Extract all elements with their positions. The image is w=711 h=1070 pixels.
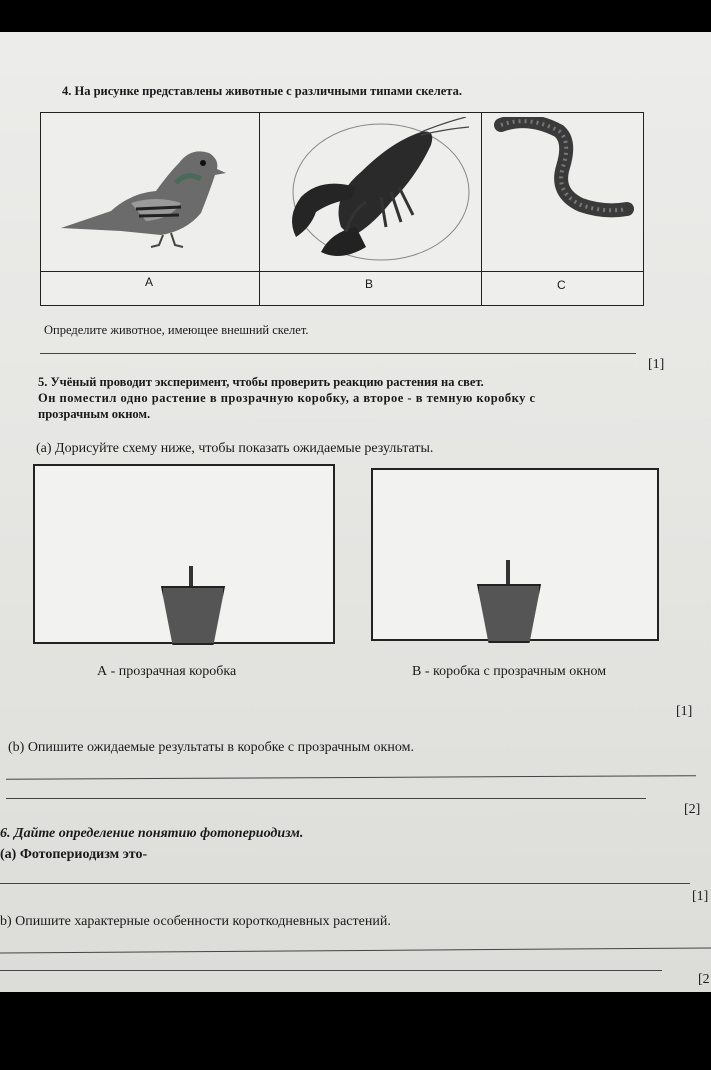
q5a-mark: [1] bbox=[676, 704, 693, 719]
q5b-answer-line1[interactable] bbox=[6, 775, 696, 780]
box-a-transparent bbox=[33, 464, 335, 644]
q5-part-a: (а) Дорисуйте схему ниже, чтобы показать ожидаемые результаты. bbox=[36, 441, 434, 456]
label-a: A bbox=[145, 275, 154, 289]
animal-table bbox=[40, 112, 644, 306]
box-b-window bbox=[371, 468, 659, 641]
q6a-mark: [1] bbox=[692, 889, 709, 904]
q6a-answer-line[interactable] bbox=[0, 883, 690, 884]
lobster-image bbox=[271, 117, 471, 267]
worksheet-page bbox=[0, 32, 711, 992]
label-c: C bbox=[557, 278, 566, 292]
q5-intro-line1: 5. Учёный проводит эксперимент, чтобы проверить реакцию растения на свет. bbox=[38, 375, 484, 389]
q5-intro-line3: прозрачным окном. bbox=[38, 407, 151, 421]
q6-part-a: (а) Фотопериодизм это- bbox=[0, 847, 148, 862]
q5b-answer-line2[interactable] bbox=[6, 798, 646, 799]
box-a-caption: А - прозрачная коробка bbox=[97, 664, 237, 679]
q5b-mark: [2] bbox=[684, 802, 701, 817]
pigeon-image bbox=[51, 123, 251, 263]
q6b-answer-line2[interactable] bbox=[0, 970, 662, 971]
box-b-caption: В - коробка с прозрачным окном bbox=[412, 664, 607, 679]
q4-answer-line[interactable] bbox=[40, 353, 636, 354]
q6-part-b: b) Опишите характерные особенности короткодневных растений. bbox=[0, 914, 391, 929]
worm-image bbox=[489, 117, 637, 267]
q6-title: 6. Дайте определение понятию фотопериодизм. bbox=[0, 826, 304, 841]
q5-intro-line2: Он поместил одно растение в прозрачную коробку, а второе - в темную коробку с bbox=[38, 391, 536, 405]
q4-question: Определите животное, имеющее внешний скелет. bbox=[44, 323, 309, 337]
q5-part-b: (b) Опишите ожидаемые результаты в коробке с прозрачным окном. bbox=[8, 740, 414, 755]
q4-mark: [1] bbox=[648, 357, 665, 372]
q6b-answer-line1[interactable] bbox=[0, 948, 711, 954]
q6b-mark: [2 bbox=[698, 972, 710, 987]
q4-title: 4. На рисунке представлены животные с различными типами скелета. bbox=[62, 84, 462, 98]
label-b: B bbox=[365, 277, 374, 291]
